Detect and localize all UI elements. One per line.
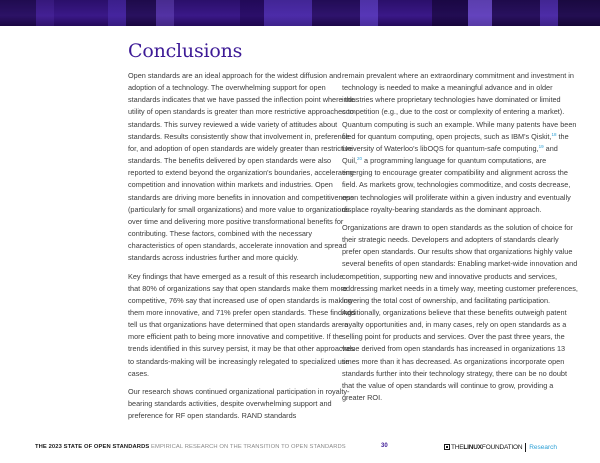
page-title: Conclusions [128,40,243,62]
linux-foundation-logo [444,442,557,452]
page-number: 30 [381,443,388,449]
footer-report-title [35,444,346,450]
footnote-ref-18[interactable]: 18 [551,131,557,137]
text-run: the University of Waterloo's libOQS for quantum-safe computing, [342,131,569,153]
paragraph: Our research shows continued organizational participation in royalty-bearing standards activities, despite overwhelming support and preference for RF open standards. RAND standards [128,386,350,421]
logo-divider [525,443,526,452]
linux-foundation-logo-icon [444,444,450,450]
header-banner [0,0,600,26]
paragraph: Organizations are drawn to open standards as the solution of choice for their strategic needs. Developers and adopters of standards clearly prefer open standards. Our results show that organizations highly value several benefits of open standards: Enabling market-wide innovation and competition, supporting new and innovative products and services, addressing market needs in a timely way, meeting customer preferences, lowering the total cost of ownership, and facilitating participation. Additionally, organizations believe that these benefits outweigh patent royalty opportunities and, in many cases, rely on open standards as a selling point for products and services. Over the past three years, the value derived from open standards has increased in organizations 13 times more than it has decreased. As organizations incorporate open standards further into their technology strategy, there can be no doubt that the value of open standards will continue to grow, providing a greater ROI. [342,222,578,403]
left-column [128,70,356,428]
logo-research: Research [529,443,558,451]
text-run: and Quil, [342,143,558,166]
text-run: a programming language for quantum computations, are emerging to encourage greater compatibility and alignment across the field. As markets grow, technologies commoditize, and costs decrease, open technologies will proliferate within a given industry and eventually displace royalty-bearing standards as the dominant approach. [342,156,571,214]
paragraph: Key findings that have emerged as a result of this research include that 80% of organizations say that open standards make them more competitive, 76% say that increased use of open standards is making them more innovative, and 71% prefer open standards. These findings tell us that organizations have determined that open standards are a more efficient path to being more innovative and competitive. If the trends identified in this survey persist, it may be that other approaches to standards-making will be increasingly relegated to specialized use cases. [128,271,356,378]
report-subtitle: EMPIRICAL RESEARCH ON THE TRANSITION TO OPEN STANDARDS [151,444,346,450]
footnote-ref-20[interactable]: 20 [357,156,363,162]
right-column [342,70,578,410]
text-run: remain prevalent where an extraordinary commitment and investment in technology is needed to make a meaningful advance and in older industries where proprietary technologies have dominated or limited competition (e.g., due to the cost or complexity of entering a market). Quantum computing is such an example. While many patents have been filed for quantum computing, open projects, such as IBM's Qiskit, [342,71,577,141]
report-title: THE 2023 STATE OF OPEN STANDARDS [35,444,150,450]
footer [35,442,570,454]
footnote-ref-19[interactable]: 19 [538,143,544,149]
logo-the: THE [451,443,464,451]
logo-foundation: FOUNDATION [481,443,523,451]
paragraph [342,70,578,216]
logo-linux: LINUX [463,443,482,451]
paragraph: Open standards are an ideal approach for the widest diffusion and adoption of a technology. The overwhelming support for open standards indicates that we have passed the inflection point where the utility of open standards is greater than more restrictive approaches to standards. This survey reviewed a wide variety of attitudes about standards. Results consistently show that involvement in, preference for, and adoption of open standards are widely greater than restrictive standards. The benefits delivered by open standards were also reported to extend beyond the organization's boundaries, accelerating competition and innovation within markets and industries. Open standards are driving more benefits in innovation and competitiveness (particularly for small organizations) and more value to organizations over time and delivering more positive transformational benefits for contributing. These factors, combined with the necessary characteristics of open standards, accelerate innovation and spread standards across industries further and more quickly. [128,71,355,263]
